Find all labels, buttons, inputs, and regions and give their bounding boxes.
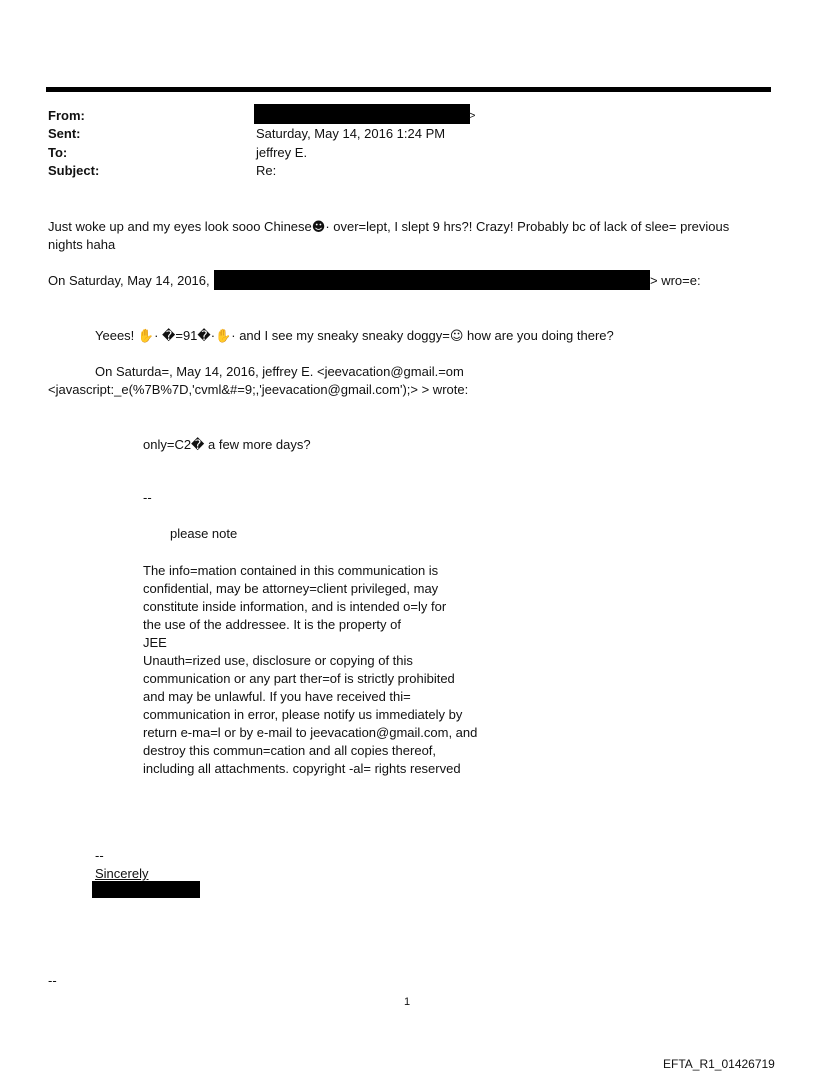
to-label: To: <box>48 145 68 160</box>
sender-redaction <box>214 270 650 290</box>
raised-hand-icon-2: ✋ <box>215 329 232 344</box>
disclaimer-block <box>143 562 477 778</box>
body-line-1a: Just woke up and my eyes look sooo Chinese <box>48 219 312 234</box>
disclaimer-line: return e-ma=l or by e-mail to jeevacation@gmail.com, and <box>143 725 478 740</box>
disclaimer-line: the use of the addressee. It is the property of <box>143 617 401 632</box>
sincerely-text: Sincerely <box>95 866 149 881</box>
signature-separator-3: -- <box>48 973 57 988</box>
from-label: From: <box>48 108 85 123</box>
disclaimer-line: communication or any part ther=of is strictly prohibited <box>143 671 455 686</box>
reply-text-b: · �=91�· <box>154 328 216 343</box>
only-line: only=C2� a few more days? <box>143 437 311 452</box>
page-number: 1 <box>404 996 411 1008</box>
sent-label: Sent: <box>48 126 81 141</box>
disclaimer-line: communication in error, please notify us immediately by <box>143 707 463 722</box>
reply-text-a: Yeees! <box>95 328 138 343</box>
disclaimer-line: The info=mation contained in this communication is <box>143 563 439 578</box>
body-line-2: nights haha <box>48 237 116 252</box>
face-icon: ☻ <box>311 220 326 235</box>
on-date-suffix: > wro=e: <box>650 273 701 288</box>
quote-line-1: On Saturda=, May 14, 2016, jeffrey E. <jeevacation@gmail.=om <box>95 364 464 379</box>
sent-value: Saturday, May 14, 2016 1:24 PM <box>256 126 446 141</box>
subject-label: Subject: <box>48 163 100 178</box>
document-id: EFTA_R1_01426719 <box>663 1057 775 1071</box>
signature-redaction <box>92 881 200 898</box>
disclaimer-line: Unauth=rized use, disclosure or copying of this <box>143 653 413 668</box>
disclaimer-line: constitute inside information, and is intended o=ly for <box>143 599 447 614</box>
reply-text-c: · and I see my sneaky sneaky doggy= <box>231 328 450 343</box>
reply-text-d: how are you doing there? <box>463 328 614 343</box>
disclaimer-line: including all attachments. copyright -al= rights reserved <box>143 761 461 776</box>
disclaimer-line: destroy this commun=cation and all copies thereof, <box>143 743 437 758</box>
quote-line-2: <javascript:_e(%7B%7D,'cvml&#=9;,'jeevacation@gmail.com');> > wrote: <box>48 382 469 397</box>
reply-line <box>95 328 614 344</box>
from-redaction <box>254 104 470 124</box>
disclaimer-line: JEE <box>143 635 167 650</box>
from-suffix: > <box>469 110 476 122</box>
signature-separator-2: -- <box>95 848 104 863</box>
signature-separator-1: -- <box>143 490 152 505</box>
please-note: please note <box>170 526 238 541</box>
dog-face-icon: ☺ <box>449 329 464 344</box>
body-line-1b: · over=lept, I slept 9 hrs?! Crazy! Probably bc of lack of slee= previous <box>325 219 730 234</box>
body-line-1 <box>48 219 729 235</box>
raised-hand-icon: ✋ <box>137 329 155 344</box>
to-value: jeffrey E. <box>256 145 308 160</box>
subject-value: Re: <box>256 163 277 178</box>
disclaimer-line: and may be unlawful. If you have received thi= <box>143 689 411 704</box>
disclaimer-line: confidential, may be attorney=client privileged, may <box>143 581 439 596</box>
on-date-prefix: On Saturday, May 14, 2016, <box>48 273 210 288</box>
header-rule <box>46 87 771 92</box>
